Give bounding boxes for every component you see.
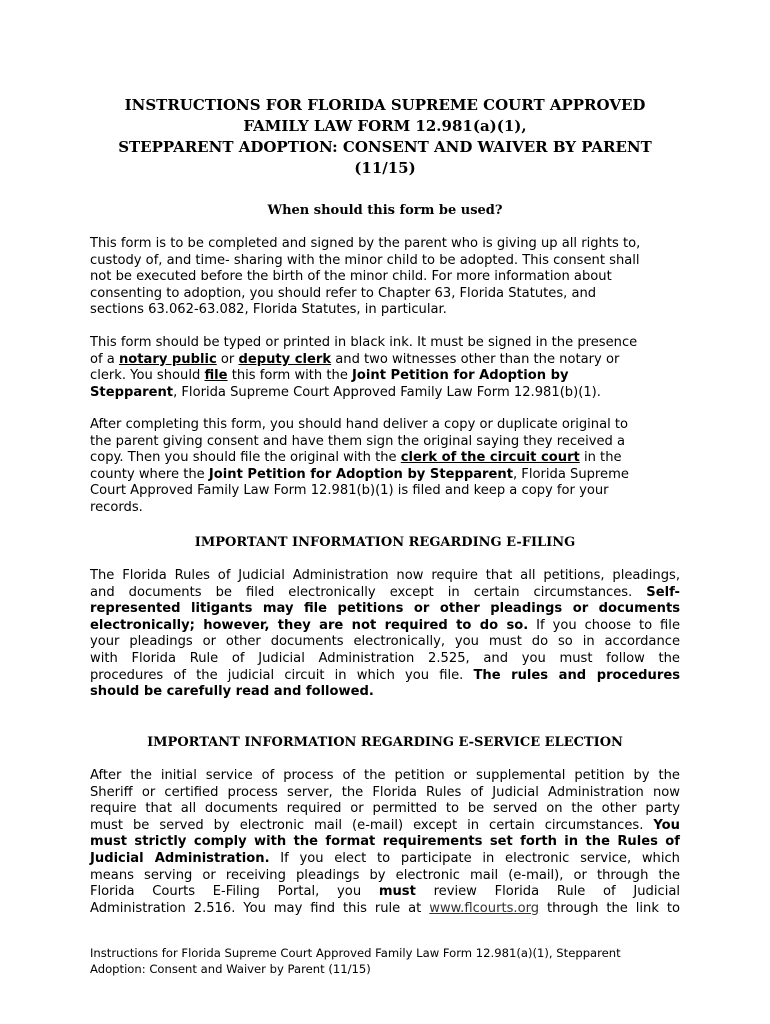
text-line: After the initial service of process of the petition or supplemental petition by the (90, 768, 680, 783)
text-line: This form should be typed or printed in black ink. It must be signed in the presence (90, 335, 638, 350)
title-line-1: INSTRUCTIONS FOR FLORIDA SUPREME COURT APPROVED (124, 96, 646, 114)
text-line: copy. Then you should file the original with the clerk of the circuit court in the (90, 450, 622, 466)
flcourts-link[interactable]: www.flcourts.org (429, 900, 540, 916)
petition-name: Stepparent (90, 384, 174, 400)
footer-line-2: Adoption: Consent and Waiver by Parent (11/15) (90, 961, 371, 976)
text-line: Sheriff or certified process server, the Florida Rules of Judicial Administration now (90, 784, 680, 800)
text-line: Judicial Administration. If you elect to participate in electronic service, which (90, 850, 680, 866)
footer-line-1: Instructions for Florida Supreme Court Approved Family Law Form 12.981(a)(1), Stepparent (90, 946, 621, 960)
text-line: and documents be filed electronically except in certain circumstances. Self- (90, 584, 680, 600)
paragraph-purpose (90, 236, 680, 319)
text-line: should be carefully read and followed. (90, 684, 374, 700)
petition-name: Joint Petition for Adoption by (352, 368, 569, 384)
text-line: not be executed before the birth of the minor child. For more information about (90, 269, 612, 285)
text-line: electronically; however, they are not required to do so. If you choose to file (90, 617, 680, 633)
text-line: The Florida Rules of Judicial Administration now require that all petitions, pleadings, (90, 568, 680, 583)
page-footer (90, 946, 690, 977)
text-line: of a notary public or deputy clerk and two witnesses other than the notary or (90, 351, 620, 367)
text-line: means serving or receiving pleadings by electronic mail (e-mail), or through the (90, 867, 680, 883)
text-line: records. (90, 499, 143, 515)
text-line: must strictly comply with the format requirements set forth in the Rules of (90, 834, 680, 850)
text-line: represented litigants may file petitions or other pleadings or documents (90, 601, 680, 617)
text-line: consenting to adoption, you should refer to Chapter 63, Florida Statutes, and (90, 285, 597, 301)
text-line: Stepparent, Florida Supreme Court Approved Family Law Form 12.981(b)(1). (90, 384, 601, 400)
text-line: After completing this form, you should hand deliver a copy or duplicate original to (90, 417, 629, 432)
text-line: with Florida Rule of Judicial Administration 2.525, and you must follow the (90, 650, 680, 666)
paragraph-efiling (90, 568, 680, 701)
section-heading-eservice: IMPORTANT INFORMATION REGARDING E-SERVICE ELECTION (147, 735, 623, 750)
text-line: county where the Joint Petition for Adoption by Stepparent, Florida Supreme (90, 466, 629, 482)
title-line-3: STEPPARENT ADOPTION: CONSENT AND WAIVER BY PARENT (118, 138, 652, 156)
text-line: Court Approved Family Law Form 12.981(b)(1) is filed and keep a copy for your (90, 483, 609, 499)
paragraph-signing (90, 335, 680, 401)
page-title (90, 95, 680, 179)
text-line: custody of, and time- sharing with the minor child to be adopted. This consent shall (90, 252, 640, 268)
petition-name: Joint Petition for Adoption by Stepparent (208, 466, 513, 482)
deputy-clerk-term: deputy clerk (238, 351, 332, 367)
notary-public-term: notary public (118, 351, 217, 367)
clerk-of-circuit-court-term: clerk of the circuit court (400, 450, 580, 466)
text-line: sections 63.062-63.082, Florida Statutes, in particular. (90, 302, 447, 318)
paragraph-after-completing (90, 417, 680, 517)
paragraph-eservice (90, 768, 680, 917)
text-line: must be served by electronic mail (e-mail) except in certain circumstances. You (90, 817, 680, 833)
text-line: require that all documents required or permitted to be served on the other party (90, 801, 680, 817)
file-term: file (204, 368, 228, 384)
text-line: Florida Courts E-Filing Portal, you must review Florida Rule of Judicial (90, 884, 680, 900)
text-line: Administration 2.516. You may find this rule at www.flcourts.org through the link to (90, 900, 680, 916)
text-line: your pleadings or other documents electronically, you must do so in accordance (90, 634, 680, 650)
section-heading-efiling: IMPORTANT INFORMATION REGARDING E-FILING (194, 535, 576, 550)
section-heading-when: When should this form be used? (267, 203, 503, 218)
text-line: clerk. You should file this form with the Joint Petition for Adoption by (90, 368, 569, 384)
title-line-4: (11/15) (354, 159, 416, 177)
text-line: procedures of the judicial circuit in which you file. The rules and procedures (90, 667, 681, 683)
title-line-2: FAMILY LAW FORM 12.981(a)(1), (243, 117, 527, 135)
text-line: the parent giving consent and have them sign the original saying they received a (90, 433, 626, 449)
text-line: This form is to be completed and signed by the parent who is giving up all rights to, (90, 236, 641, 251)
